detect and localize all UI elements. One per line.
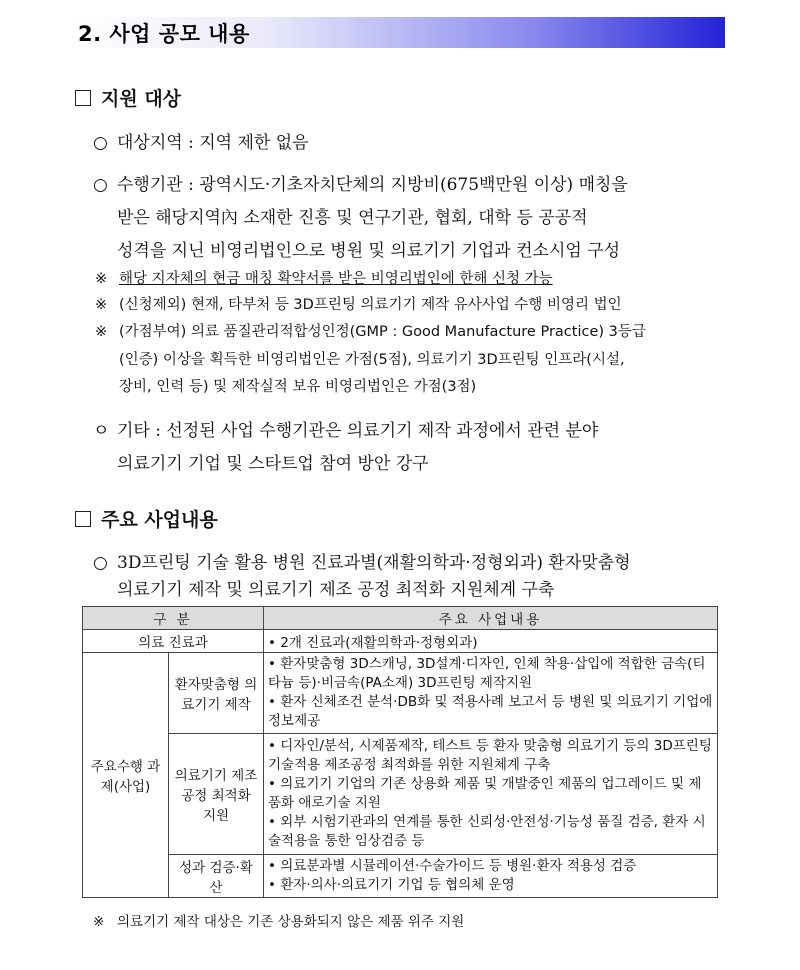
sub3-label: 성과 검증·확산 (169, 855, 264, 898)
target-agency-line-3: 성격을 지닌 비영리법인으로 병원 및 의료기기 기업과 컨소시엄 구성 (117, 241, 621, 261)
table-header-row (83, 607, 718, 630)
checkbox-square-icon (75, 90, 91, 106)
group-label: 주요수행 과제(사업) (83, 653, 169, 898)
checkbox-square-icon (75, 511, 91, 527)
program-table (82, 606, 718, 898)
main-summary-line-1: ○ 3D프린팅 기술 활용 병원 진료과별(재활의학과·정형외과) 환자맞춤형 (93, 553, 631, 573)
section-title: 2. 사업 공모 내용 (78, 22, 250, 46)
sub3-content (264, 855, 718, 898)
list-item: • 의료기기 기업의 기존 상용화 제품 및 개발중인 제품의 업그레이드 및 제품화 애로기술 지원 (268, 776, 702, 811)
list-item: • 의료분과별 시뮬레이션·수술가이드 등 병원·환자 적용성 검증 (268, 858, 637, 874)
note-3-line-3: 장비, 인력 등) 및 제작실적 보유 비영리법인은 가점(3점) (119, 379, 477, 395)
heading-main: 주요 사업내용 (75, 505, 218, 532)
dept-content: • 2개 진료과(재활의학과·정형외과) (264, 630, 718, 653)
table-header-category: 구 분 (83, 607, 264, 630)
target-agency-line-2: 받은 해당지역內 소재한 진흥 및 연구기관, 협회, 대학 등 공공적 (117, 208, 588, 228)
table-row (83, 630, 718, 653)
table-row (83, 734, 718, 855)
target-region: ○ 대상지역 : 지역 제한 없음 (93, 133, 309, 153)
sub1-label: 환자맞춤형 의료기기 제작 (169, 653, 264, 734)
dept-label: 의료 진료과 (83, 630, 264, 653)
table-row (83, 653, 718, 734)
main-summary-line-2: 의료기기 제작 및 의료기기 제조 공정 최적화 지원체계 구축 (117, 580, 555, 600)
sub2-label: 의료기기 제조공정 최적화 지원 (169, 734, 264, 855)
heading-target: 지원 대상 (75, 84, 181, 111)
sub1-content (264, 653, 718, 734)
table-row (83, 855, 718, 898)
note-2: ※ (신청제외) 현재, 타부처 등 3D프린팅 의료기기 제작 유사사업 수행 비영리 법인 (95, 297, 622, 313)
list-item: • 디자인/분석, 시제품제작, 테스트 등 환자 맞춤형 의료기기 등의 3D프린팅 기술적용 제조공정 최적화를 위한 지원체계 구축 (268, 738, 712, 773)
list-item: • 환자 신체조건 분석·DB화 및 적용사례 보고서 등 병원 및 의료기기 기업에 정보제공 (268, 694, 713, 729)
target-agency-line-1: ○ 수행기관 : 광역시도·기초자치단체의 지방비(675백만원 이상) 매칭을 (93, 175, 628, 195)
target-etc-line-1: ㅇ 기타 : 선정된 사업 수행기관은 의료기기 제작 과정에서 관련 분야 (93, 421, 599, 441)
table-header-content: 주요 사업내용 (264, 607, 718, 630)
list-item: • 환자·의사·의료기기 기업 등 협의체 운영 (268, 877, 515, 893)
list-item: • 외부 시험기관과의 연계를 통한 신뢰성·안전성·기능성 품질 검증, 환자 시술적용을 통한 임상검증 등 (268, 814, 706, 849)
note-3-line-2: (인증) 이상을 획득한 비영리법인은 가점(5점), 의료기기 3D프린팅 인프라(시설, (119, 352, 625, 368)
note-3-line-1: ※ (가점부여) 의료 품질관리적합성인정(GMP : Good Manufacture Practice) 3등급 (95, 324, 646, 340)
sub2-content (264, 734, 718, 855)
target-etc-line-2: 의료기기 기업 및 스타트업 참여 방안 강구 (117, 454, 429, 474)
list-item: • 환자맞춤형 3D스캐닝, 3D설계·디자인, 인체 착용·삽입에 적합한 금속(티타늄 등)·비금속(PA소재) 3D프린팅 제작지원 (268, 656, 706, 691)
note-1: ※ 해당 지자체의 현금 매칭 확약서를 받은 비영리법인에 한해 신청 가능 (95, 271, 553, 287)
footer-note: ※ 의료기기 제작 대상은 기존 상용화되지 않은 제품 위주 지원 (93, 914, 465, 930)
